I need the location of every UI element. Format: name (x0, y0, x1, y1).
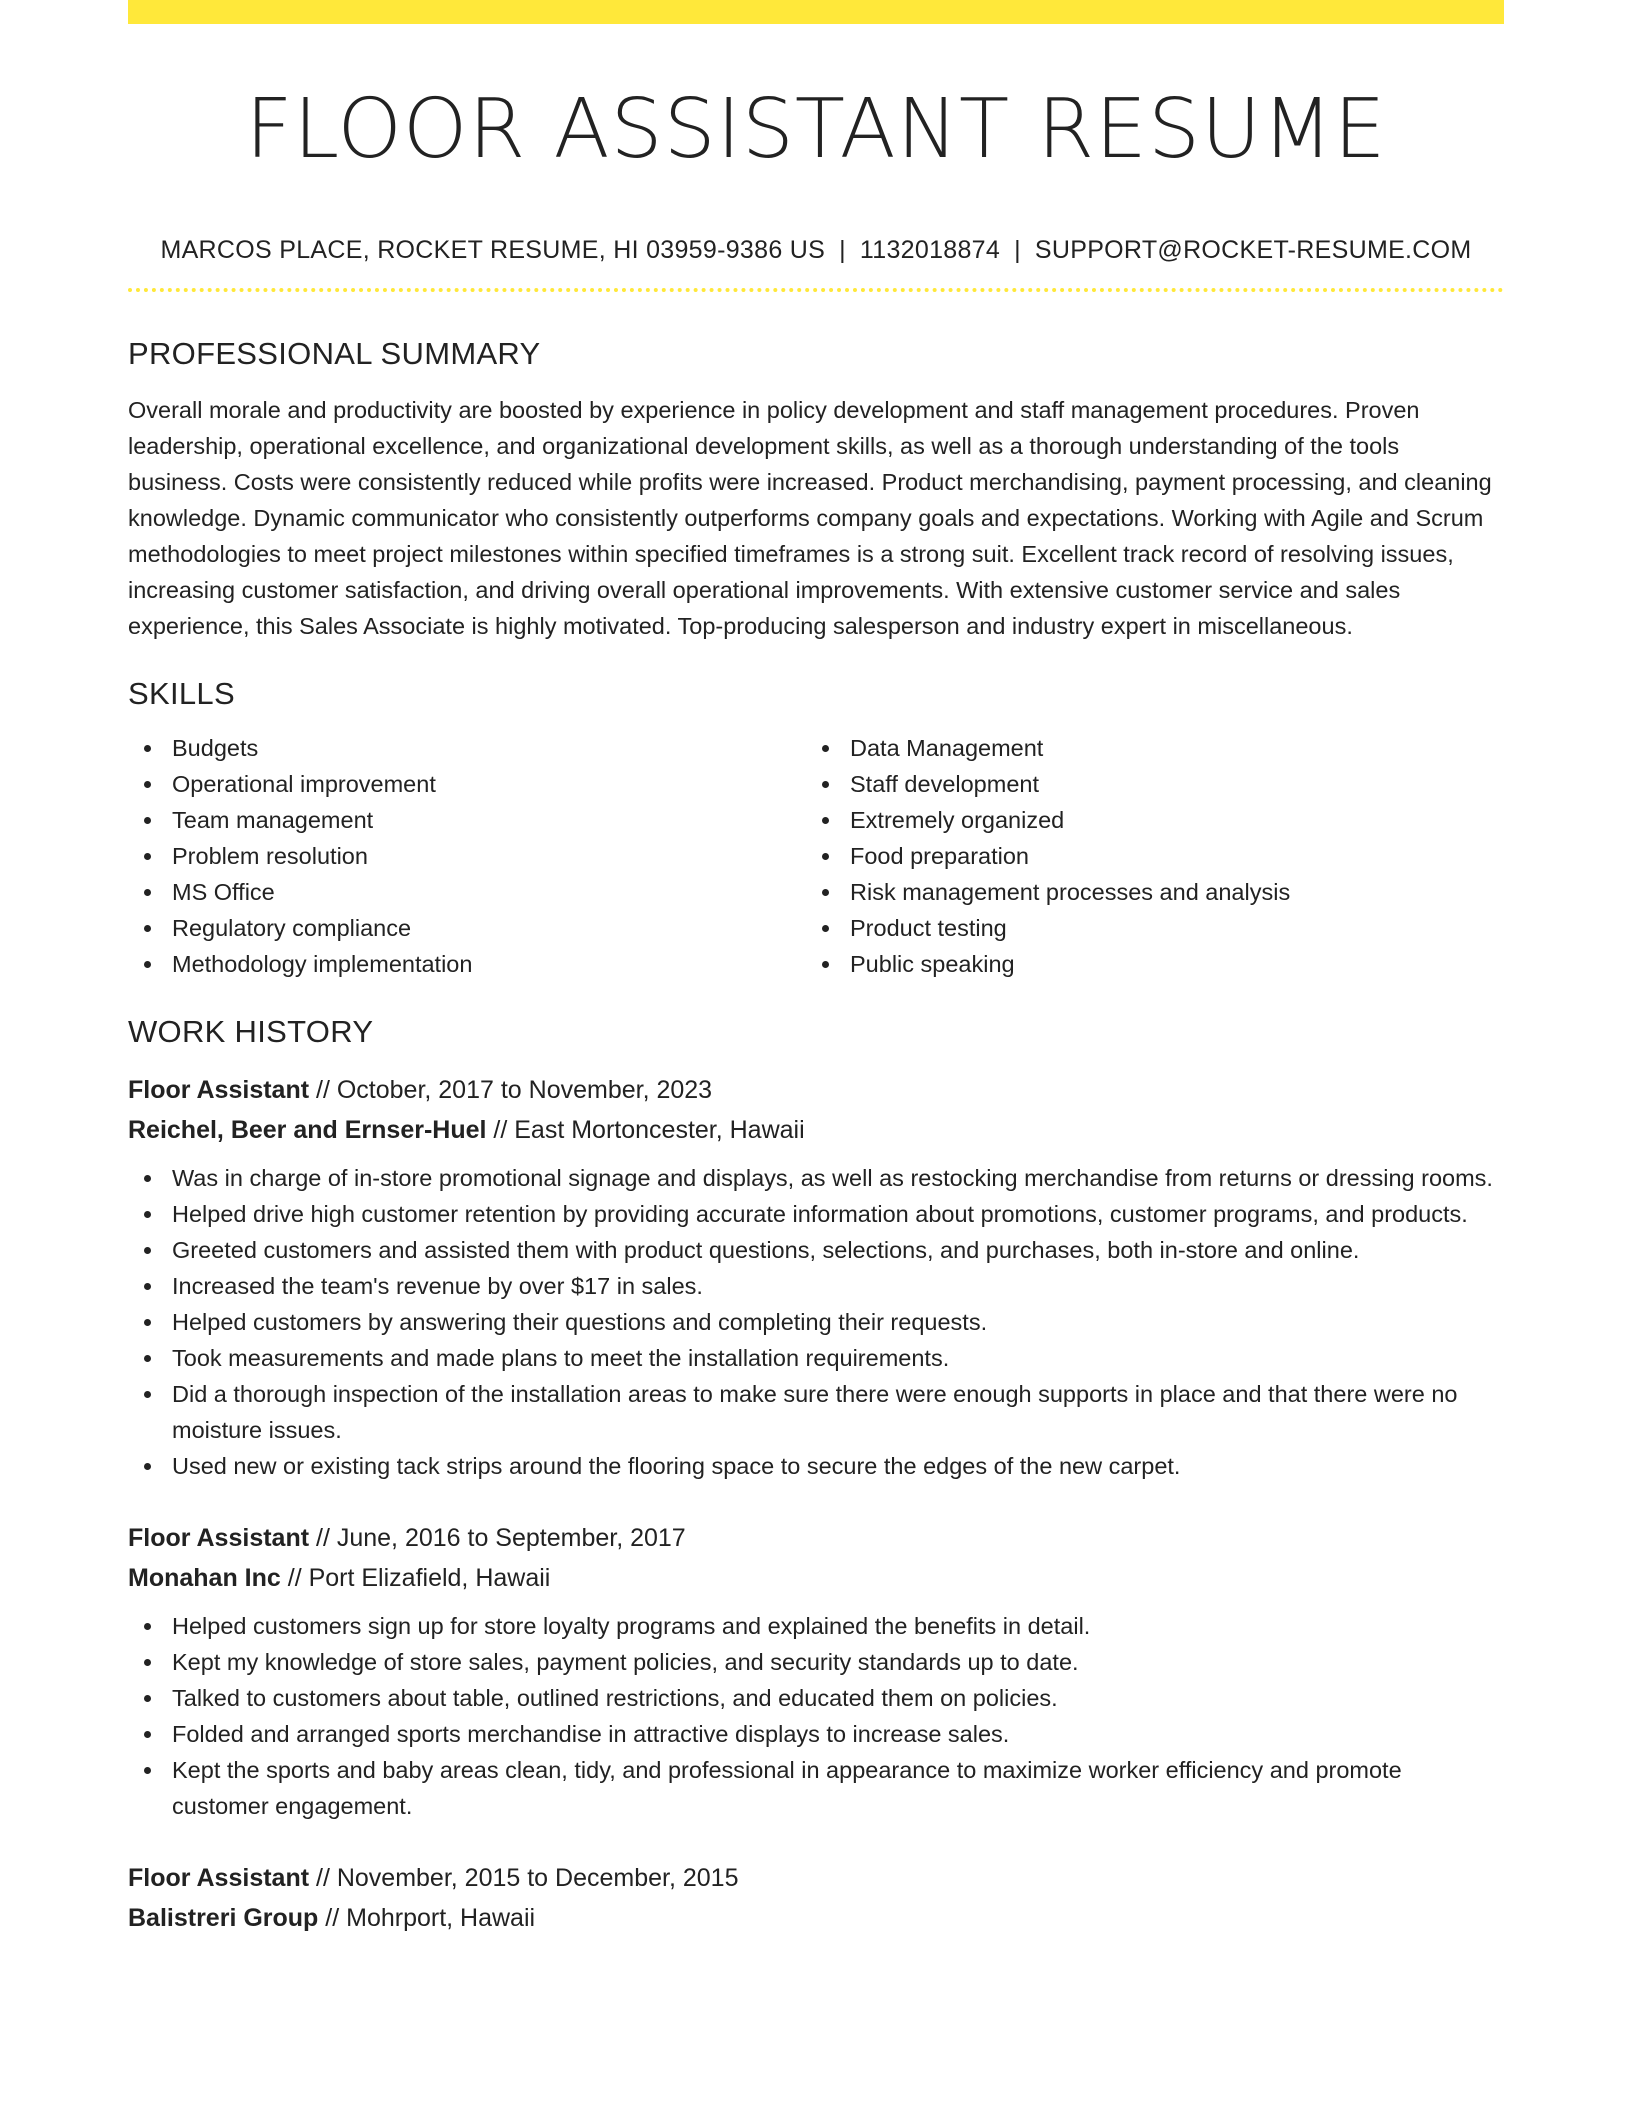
job-bullet: Kept my knowledge of store sales, payment policies, and security standards up to date. (128, 1644, 1504, 1680)
contact-separator: | (839, 236, 846, 264)
job-location: // Port Elizafield, Hawaii (287, 1564, 551, 1592)
top-accent-bar (128, 0, 1504, 24)
skill-item: Food preparation (806, 838, 1484, 874)
summary-heading: PROFESSIONAL SUMMARY (128, 336, 541, 371)
contact-address: MARCOS PLACE, ROCKET RESUME, HI 03959-9386 US (160, 236, 826, 264)
job-dates: // October, 2017 to November, 2023 (316, 1076, 713, 1104)
job-bullet: Kept the sports and baby areas clean, tidy, and professional in appearance to maximize worker efficiency and promote customer engagement. (128, 1752, 1504, 1824)
skill-item: Team management (128, 802, 806, 838)
resume-title: FLOOR ASSISTANT RESUME (245, 82, 1387, 177)
job-title-line (128, 1518, 1504, 1558)
job-bullet: Used new or existing tack strips around the flooring space to secure the edges of the new carpet. (128, 1448, 1504, 1484)
job-entry (128, 1070, 1504, 1484)
job-location: // Mohrport, Hawaii (325, 1904, 536, 1932)
job-company: Monahan Inc (128, 1564, 281, 1592)
job-company: Reichel, Beer and Ernser-Huel (128, 1116, 487, 1144)
skill-item: Risk management processes and analysis (806, 874, 1484, 910)
job-company: Balistreri Group (128, 1904, 319, 1932)
dotted-divider (128, 288, 1504, 292)
job-company-line (128, 1558, 1504, 1598)
contact-line (128, 234, 1504, 266)
skill-item: Methodology implementation (128, 946, 806, 982)
job-company-line (128, 1898, 1504, 1938)
job-title: Floor Assistant (128, 1524, 310, 1552)
work-history-heading: WORK HISTORY (128, 1014, 374, 1049)
skills-heading: SKILLS (128, 676, 235, 711)
skill-item: Product testing (806, 910, 1484, 946)
skill-item: Data Management (806, 730, 1484, 766)
job-bullet: Was in charge of in-store promotional signage and displays, as well as restocking merchandise from returns or dressing rooms. (128, 1160, 1504, 1196)
job-bullet: Greeted customers and assisted them with product questions, selections, and purchases, both in-store and online. (128, 1232, 1504, 1268)
job-bullet: Folded and arranged sports merchandise in attractive displays to increase sales. (128, 1716, 1504, 1752)
skill-item: Regulatory compliance (128, 910, 806, 946)
skill-item: Budgets (128, 730, 806, 766)
skills-list (128, 730, 1504, 982)
contact-separator: | (1014, 236, 1021, 264)
job-dates: // November, 2015 to December, 2015 (316, 1864, 739, 1892)
job-bullet-list (128, 1160, 1504, 1484)
job-bullet-list (128, 1608, 1504, 1824)
skill-item: Extremely organized (806, 802, 1484, 838)
skills-column-right (806, 730, 1484, 982)
skill-item: MS Office (128, 874, 806, 910)
skill-item: Operational improvement (128, 766, 806, 802)
job-title: Floor Assistant (128, 1864, 310, 1892)
job-bullet: Took measurements and made plans to meet the installation requirements. (128, 1340, 1504, 1376)
job-bullet: Helped customers by answering their questions and completing their requests. (128, 1304, 1504, 1340)
job-bullet: Increased the team's revenue by over $17 in sales. (128, 1268, 1504, 1304)
summary-text: Overall morale and productivity are boosted by experience in policy development and staff management procedures. Proven leadership, operational excellence, and organizational development skills, as well as a thorough understanding of the tools business. Costs were consistently reduced while profits were increased. Product merchandising, payment processing, and cleaning knowledge. Dynamic communicator who consistently outperforms company goals and expectations. Working with Agile and Scrum methodologies to meet project milestones within specified timeframes is a strong suit. Excellent track record of resolving issues, increasing customer satisfaction, and driving overall operational improvements. With extensive customer service and sales experience, this Sales Associate is highly motivated. Top-producing salesperson and industry expert in miscellaneous. (128, 397, 1492, 639)
job-entry (128, 1518, 1504, 1824)
contact-phone: 1132018874 (859, 236, 1001, 264)
job-bullet: Did a thorough inspection of the installation areas to make sure there were enough supports in place and that there were no moisture issues. (128, 1376, 1504, 1448)
job-bullet: Helped drive high customer retention by providing accurate information about promotions, customer programs, and products. (128, 1196, 1504, 1232)
job-dates: // June, 2016 to September, 2017 (316, 1524, 686, 1552)
job-bullet: Talked to customers about table, outlined restrictions, and educated them on policies. (128, 1680, 1504, 1716)
job-location: // East Mortoncester, Hawaii (493, 1116, 805, 1144)
skills-column-left (128, 730, 806, 982)
contact-email: SUPPORT@ROCKET-RESUME.COM (1034, 236, 1472, 264)
skill-item: Public speaking (806, 946, 1484, 982)
job-title-line (128, 1858, 1504, 1898)
job-title: Floor Assistant (128, 1076, 310, 1104)
skill-item: Staff development (806, 766, 1484, 802)
job-bullet: Helped customers sign up for store loyalty programs and explained the benefits in detail. (128, 1608, 1504, 1644)
skill-item: Problem resolution (128, 838, 806, 874)
job-title-line (128, 1070, 1504, 1110)
resume-page (128, 0, 1504, 1938)
job-entry (128, 1858, 1504, 1938)
job-company-line (128, 1110, 1504, 1150)
